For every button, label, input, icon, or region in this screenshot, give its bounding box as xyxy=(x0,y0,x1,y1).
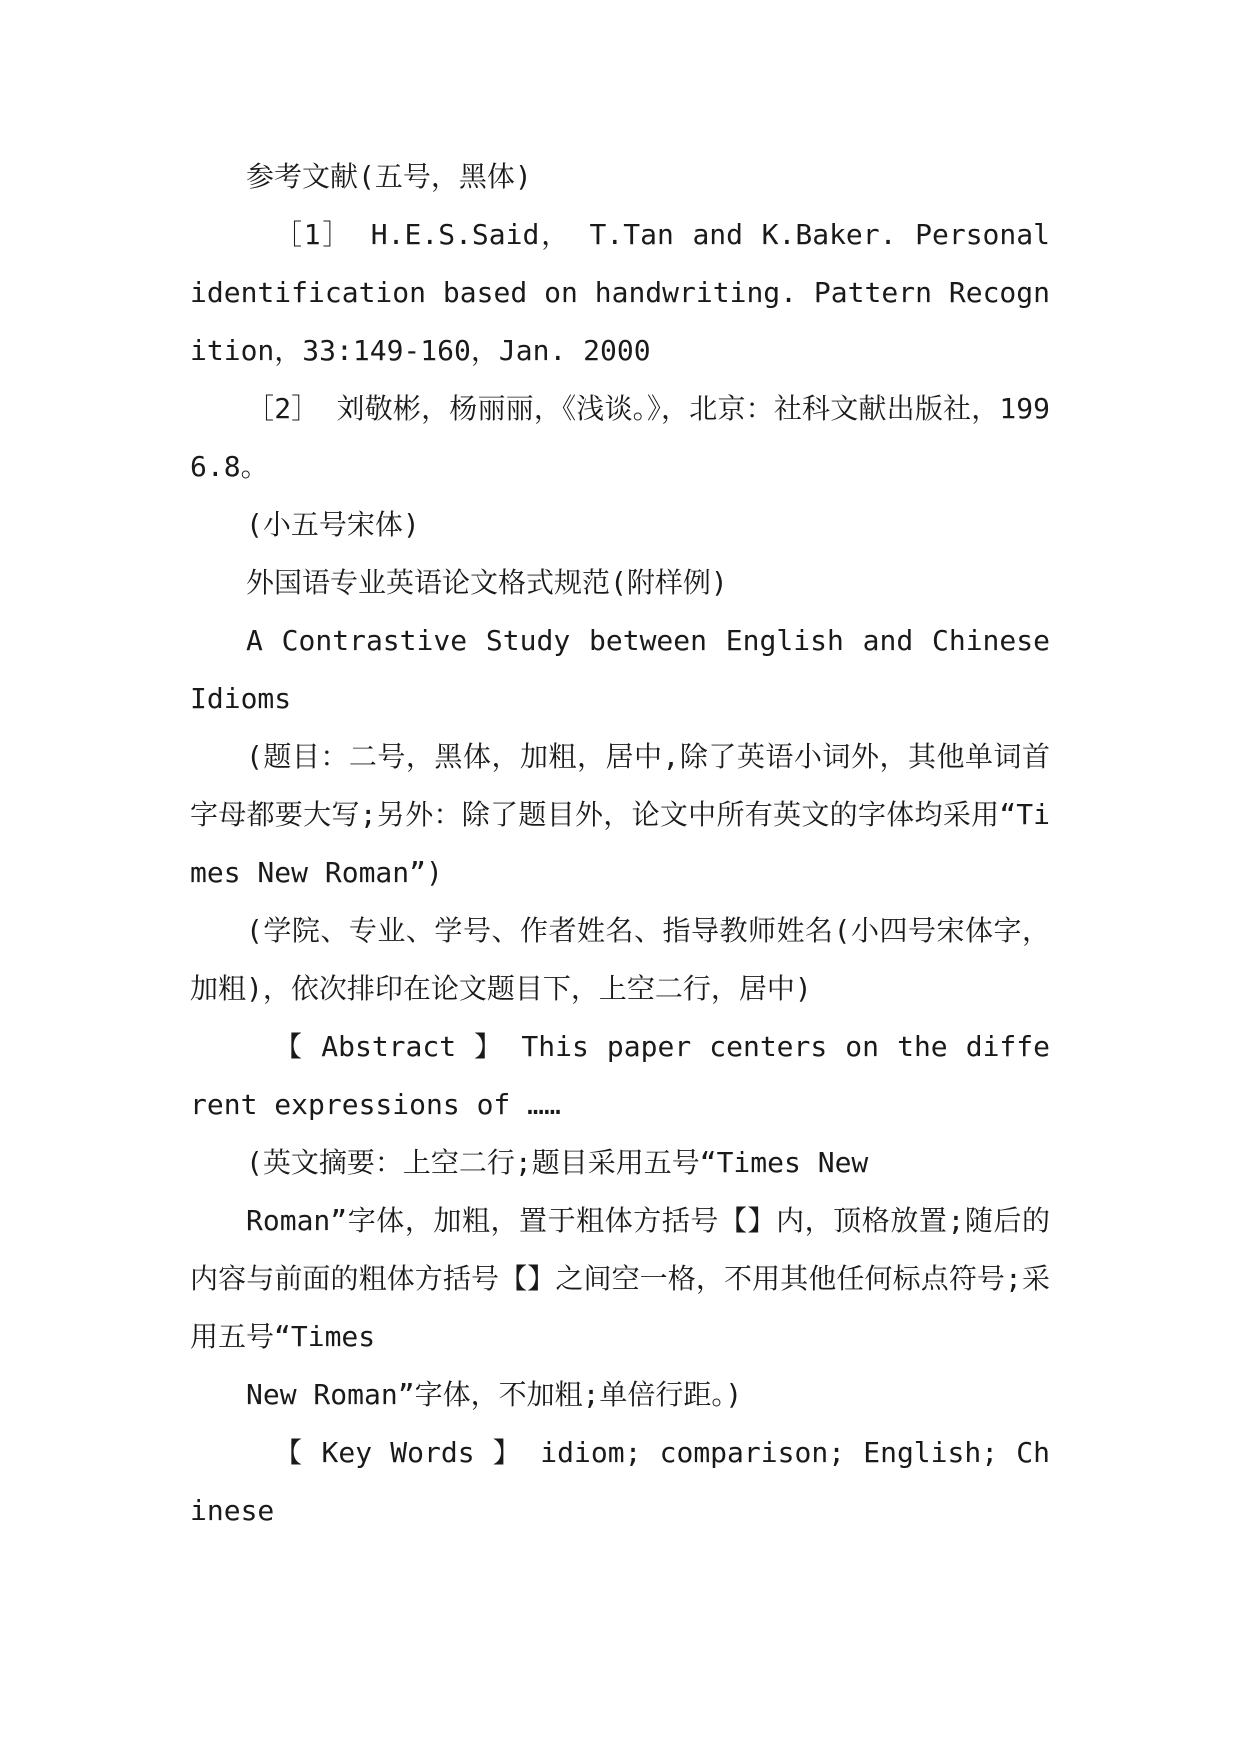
abstract-format-note-2: Roman”字体，加粗，置于粗体方括号【】内，顶格放置;随后的内容与前面的粗体方括号【】之间空一格，不用其他任何标点符号;采用五号“Times xyxy=(190,1204,1050,1353)
document-page xyxy=(190,148,1050,1540)
abstract-paragraph: 【 Abstract 】 This paper centers on the different expressions of …… xyxy=(190,1030,1050,1121)
title-format-note: (题目：二号，黑体，加粗，居中,除了英语小词外，其他单词首字母都要大写;另外：除了题目外，论文中所有英文的字体均采用“Times New Roman”) xyxy=(190,740,1050,889)
abstract-format-note-3: New Roman”字体，不加粗;单倍行距。) xyxy=(246,1378,743,1411)
reference-format-note: (小五号宋体) xyxy=(246,508,420,541)
reference-entry-2: ［2］ 刘敬彬，杨丽丽，《浅谈。》，北京：社科文献出版社，1996.8。 xyxy=(190,392,1050,483)
author-info-note: (学院、专业、学号、作者姓名、指导教师姓名(小四号宋体字，加粗)，依次排印在论文题目下，上空二行，居中) xyxy=(190,914,1050,1005)
reference-entry-1: ［1］ H.E.S.Said， T.Tan and K.Baker. Personal identification based on handwriting. Pattern Recognition，33:149-160，Jan. 2000 xyxy=(190,218,1050,367)
section-heading: 外国语专业英语论文格式规范(附样例) xyxy=(246,566,728,599)
abstract-format-note-1: (英文摘要：上空二行;题目采用五号“Times New xyxy=(246,1146,869,1179)
key-words-paragraph: 【 Key Words 】 idiom; comparison; English; Chinese xyxy=(190,1436,1050,1527)
references-heading: 参考文献(五号，黑体) xyxy=(246,160,532,193)
sample-paper-title: A Contrastive Study between English and Chinese Idioms xyxy=(190,624,1050,715)
